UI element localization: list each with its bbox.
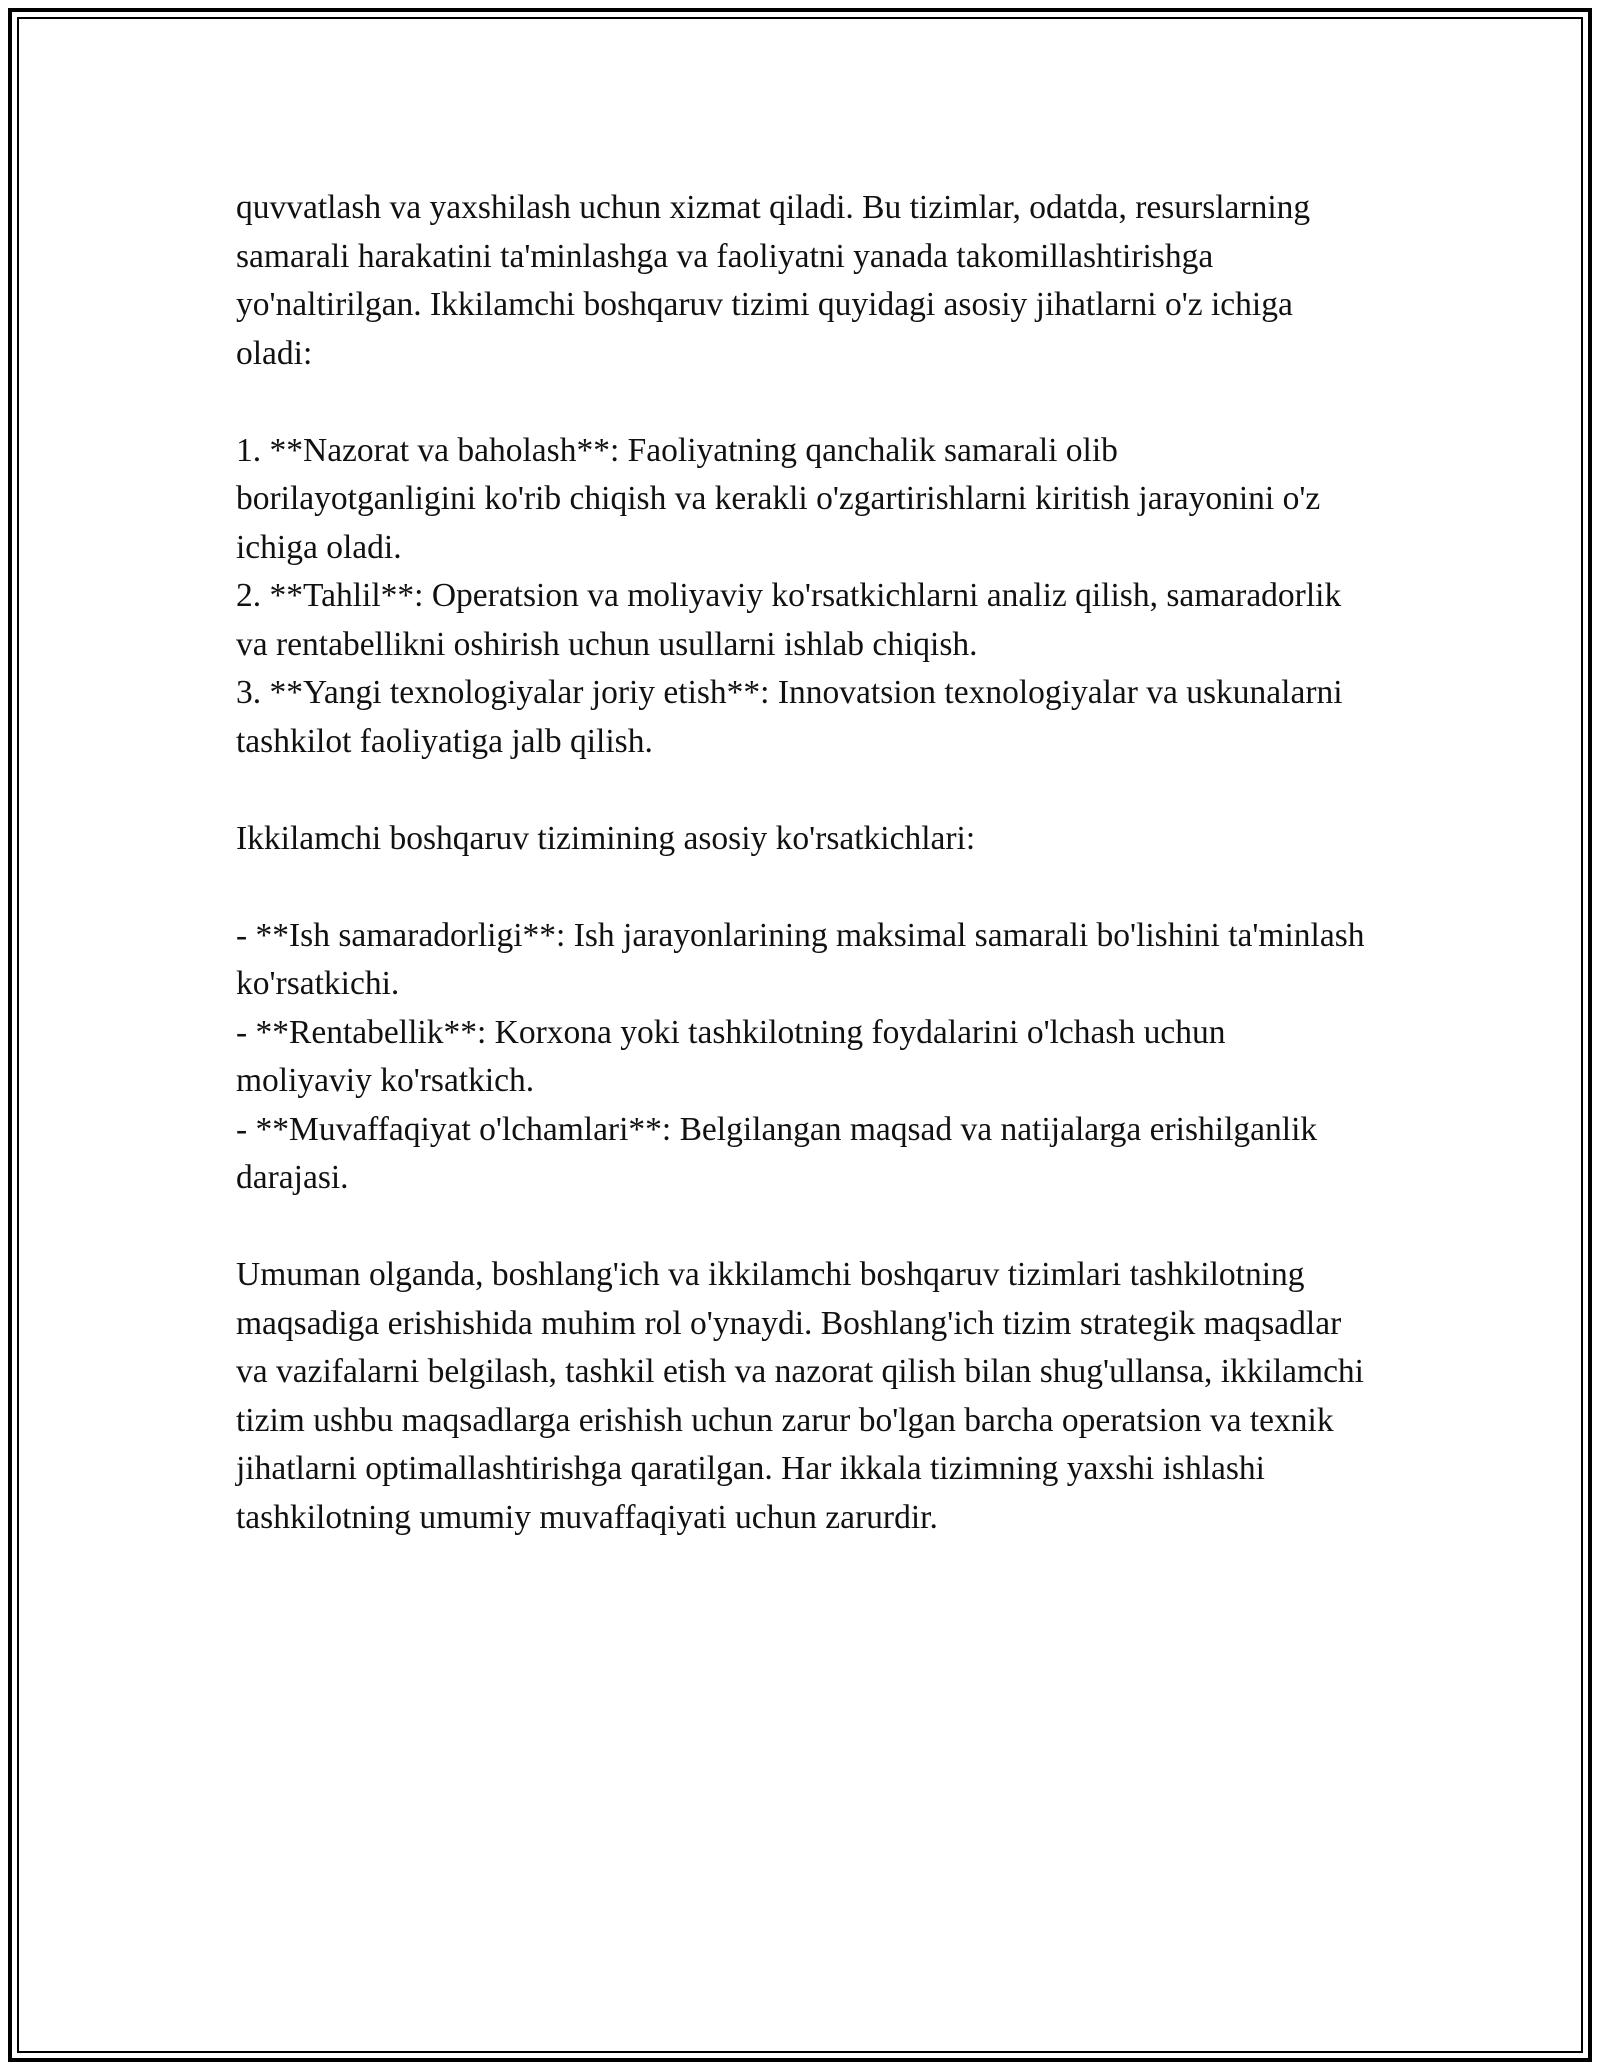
conclusion-paragraph: Umuman olganda, boshlang'ich va ikkilamchi boshqaruv tizimlari tashkilotning maqsadiga erishishida muhim rol o'ynaydi. Boshlang'ich tizim strategik maqsadlar va vazifalarni belgilash, tashkil etish va nazorat qilish bilan shug'ullansa, ikkilamchi tizim ushbu maqsadlarga erishish uchun zarur bo'lgan barcha operatsion va texnik jihatlarni optimallashtirishga qaratilgan. Har ikkala tizimning yaxshi ishlashi tashkilotning umumiy muvaffaqiyati uchun zarurdir. — [236, 1256, 1364, 1536]
paragraph-spacer — [236, 1203, 1366, 1252]
intro-paragraph: quvvatlash va yaxshilash uchun xizmat qiladi. Bu tizimlar, odatda, resurslarning samarali harakatini ta'minlashga va faoliyatni yanada takomillashtirishga yo'naltirilgan. Ikkilamchi boshqaruv tizimi quyidagi asosiy jihatlarni o'z ichiga oladi: — [236, 189, 1311, 372]
document-body — [236, 184, 1366, 1542]
paragraph-spacer — [236, 863, 1366, 912]
paragraph-spacer — [236, 378, 1366, 427]
numbered-item: 3. **Yangi texnologiyalar joriy etish**: Innovatsion texnologiyalar va uskunalarni tashkilot faoliyatiga jalb qilish. — [236, 674, 1343, 760]
bullet-item: - **Ish samaradorligi**: Ish jarayonlarining maksimal samarali bo'lishini ta'minlash ko'rsatkichi. — [236, 916, 1365, 1002]
bullet-item: - **Rentabellik**: Korxona yoki tashkilotning foydalarini o'lchash uchun moliyaviy ko'rsatkich. — [236, 1013, 1226, 1099]
paragraph-spacer — [236, 766, 1366, 815]
numbered-item: 2. **Tahlil**: Operatsion va moliyaviy ko'rsatkichlarni analiz qilish, samaradorlik va rentabellikni oshirish uchun usullarni ishlab chiqish. — [236, 577, 1342, 663]
bullet-item: - **Muvaffaqiyat o'lchamlari**: Belgilangan maqsad va natijalarga erishilganlik darajasi. — [236, 1110, 1318, 1196]
indicators-heading: Ikkilamchi boshqaruv tizimining asosiy ko'rsatkichlari: — [236, 819, 976, 857]
numbered-item: 1. **Nazorat va baholash**: Faoliyatning qanchalik samarali olib borilayotganligini ko'rib chiqish va kerakli o'zgartirishlarni kiritish jarayonini o'z ichiga oladi. — [236, 431, 1321, 566]
